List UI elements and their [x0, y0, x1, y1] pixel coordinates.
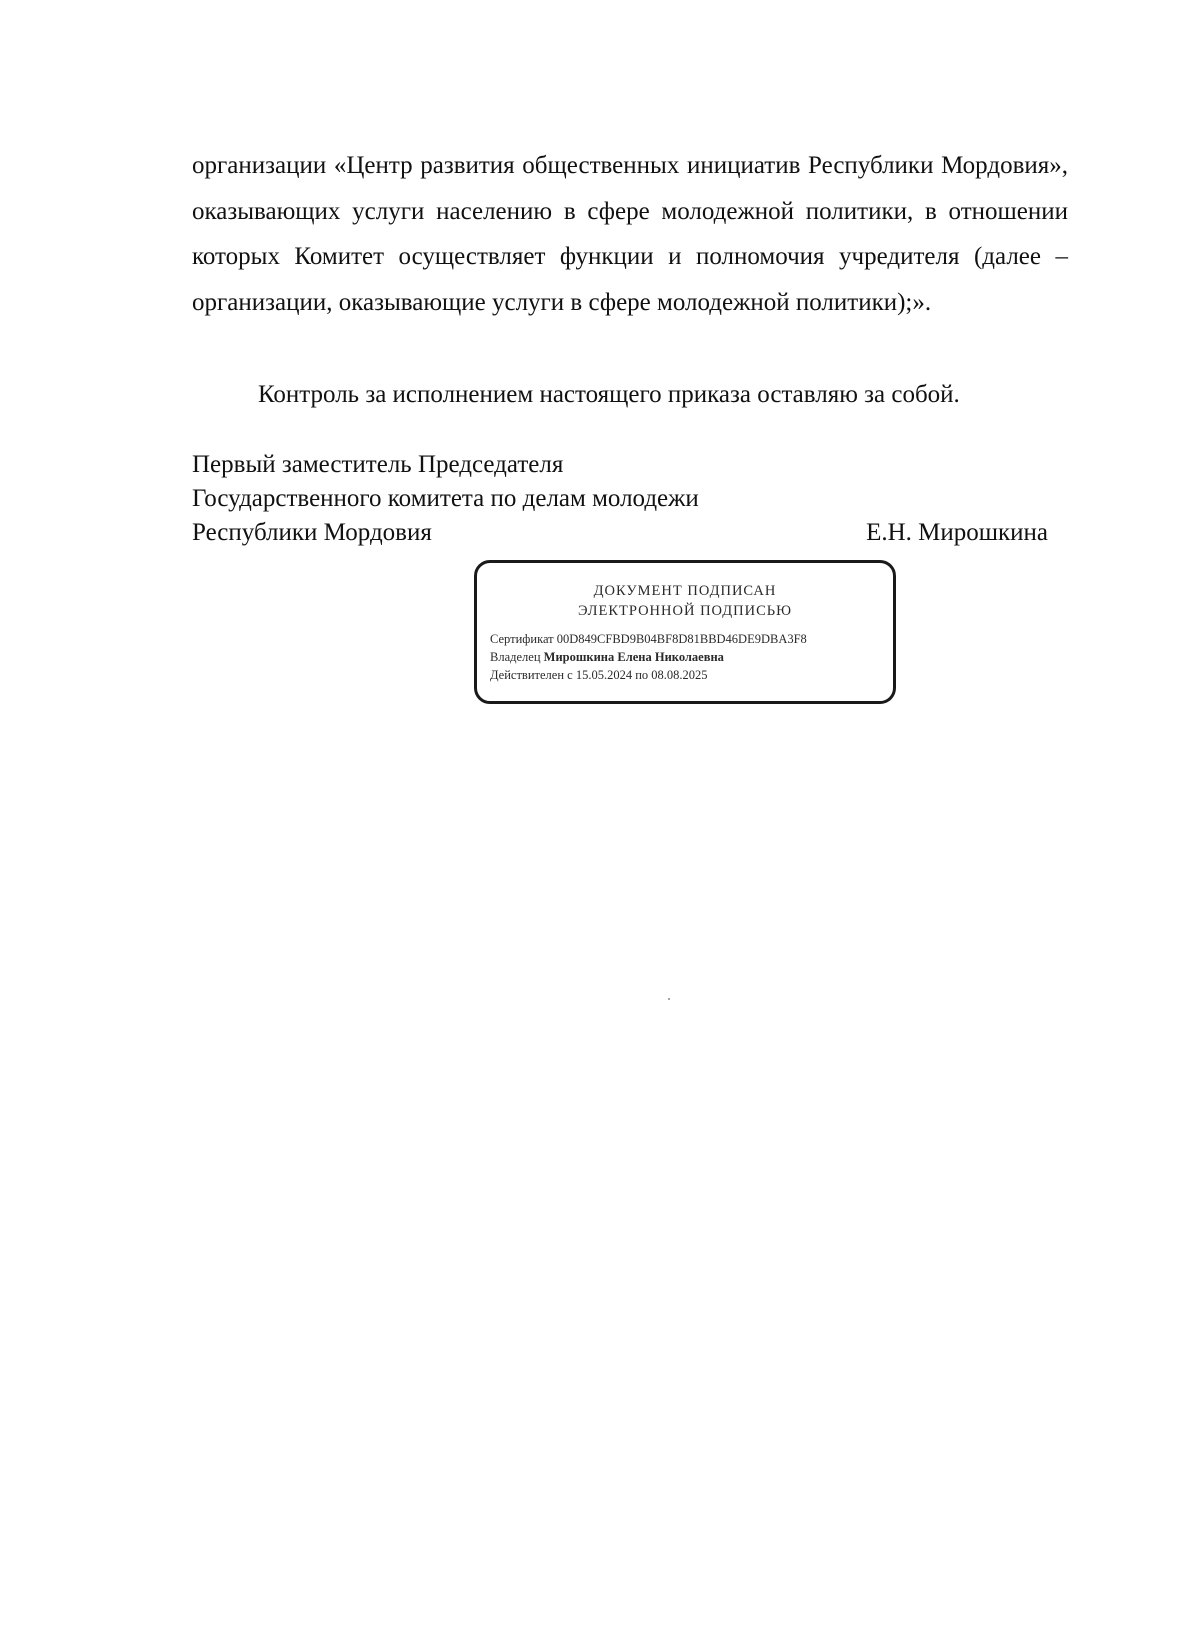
signer-position-line-2: Государственного комитета по делам молодежи [192, 485, 699, 512]
scan-speck [668, 998, 670, 1000]
stamp-certificate-value: 00D849CFBD9B04BF8D81BBD46DE9DBA3F8 [556, 632, 807, 646]
control-paragraph: Контроль за исполнением настоящего приказа оставляю за собой. [258, 381, 960, 408]
stamp-validity-from-word: с [567, 668, 573, 682]
signer-name: Е.Н. Мирошкина [866, 519, 1048, 546]
stamp-validity-to: 08.08.2025 [651, 668, 708, 682]
stamp-validity-label: Действителен [490, 668, 565, 682]
stamp-validity-from: 15.05.2024 [575, 668, 633, 682]
stamp-title-line-1: ДОКУМЕНТ ПОДПИСАН [593, 583, 777, 599]
signer-position-line-1: Первый заместитель Председателя [192, 451, 564, 478]
stamp-certificate-label: Сертификат [490, 632, 554, 646]
signer-final-line [192, 516, 1072, 550]
paragraph-continuation: организации «Центр развития общественных инициатив Республики Мордовия», оказывающих услуги населению в сфере молодежной политики, в отношении которых Комитет осуществляет функции и полномочия учредителя (далее – организации, оказывающие услуги в сфере молодежной политики);». [192, 152, 1068, 316]
electronic-signature-stamp [474, 560, 896, 704]
stamp-owner-value: Мирошкина Елена Николаевна [543, 650, 724, 664]
stamp-title-line-2: ЭЛЕКТРОННОЙ ПОДПИСЬЮ [577, 603, 793, 619]
stamp-owner-row [490, 648, 893, 666]
stamp-validity-row [490, 666, 893, 684]
stamp-certificate-row [490, 630, 893, 648]
stamp-owner-label: Владелец [490, 650, 541, 664]
signature-block [192, 448, 1072, 550]
signer-position-line-3: Республики Мордовия [192, 519, 432, 546]
stamp-validity-to-word: по [635, 668, 649, 682]
